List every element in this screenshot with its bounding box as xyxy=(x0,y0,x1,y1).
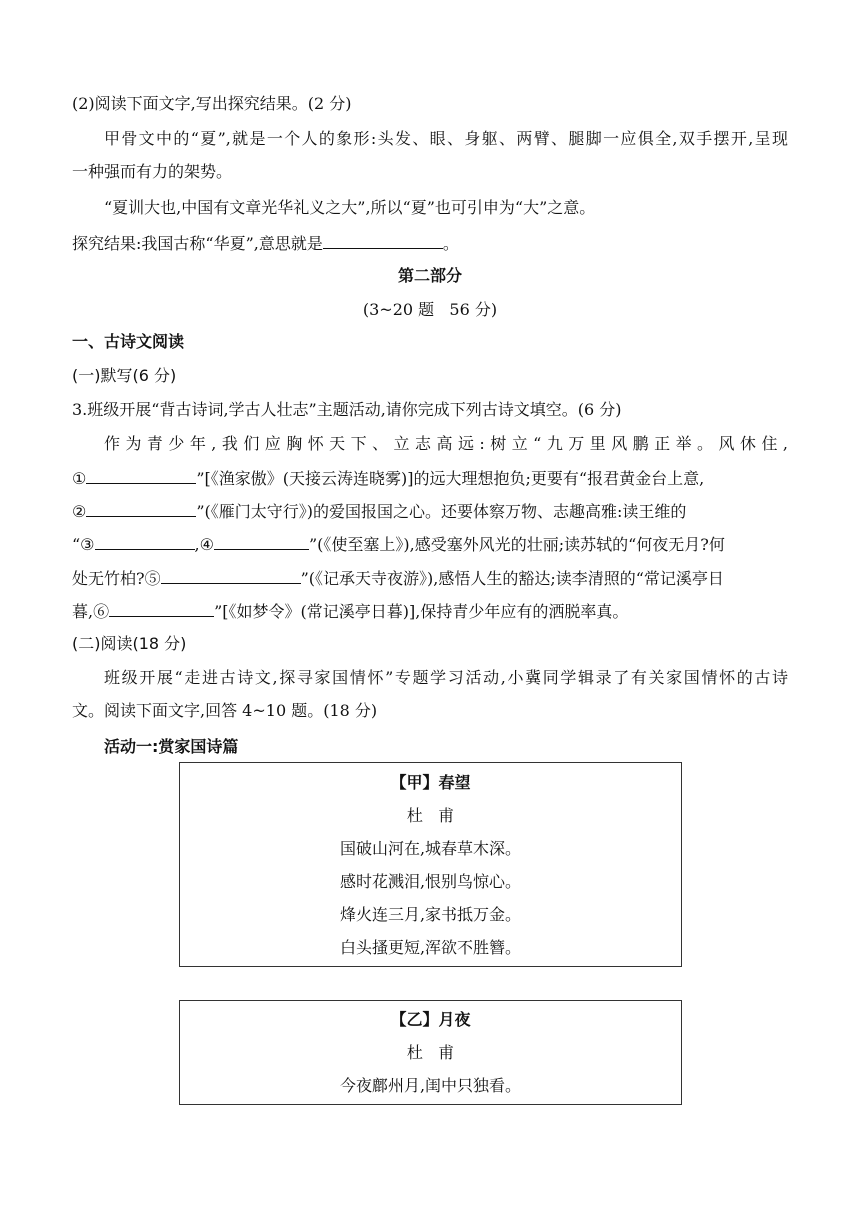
section-1-heading: 一、古诗文阅读 xyxy=(72,332,185,351)
q2-paragraph-1-line-2: 一种强而有力的架势。 xyxy=(72,162,233,181)
poem-b-line-1: 今夜鄜州月,闺中只独看。 xyxy=(339,1076,522,1095)
poem-a-line-3: 烽火连三月,家书抵万金。 xyxy=(339,905,522,924)
q3-line-3-text: ”(《雁门太守行》)的爱国报国之心。还要体察万物、志趣高雅:读王维的 xyxy=(196,502,687,521)
part-2-title: 第二部分 xyxy=(397,266,462,285)
activity-1-heading: 活动一:赏家国诗篇 xyxy=(104,737,239,756)
poem-a-title: 【甲】春望 xyxy=(390,773,471,792)
poem-a-line-2: 感时花溅泪,恨别鸟惊心。 xyxy=(339,872,522,891)
poem-a-line-4: 白头搔更短,浑欲不胜簪。 xyxy=(339,938,522,957)
blank-label-1: ① xyxy=(72,469,87,488)
poem-a-line-1: 国破山河在,城春草木深。 xyxy=(339,839,522,858)
poem-a-box xyxy=(179,762,682,967)
poem-b-title: 【乙】月夜 xyxy=(390,1010,471,1029)
blank-label-3: “③ xyxy=(72,535,95,554)
blank-label-6: 暮,⑥ xyxy=(72,602,110,621)
intro-line-2: 文。阅读下面文字,回答 4~10 题。(18 分) xyxy=(72,701,378,720)
q3-line-2-text: ”[《渔家傲》(天接云涛连晓雾)]的远大理想抱负;更要有“报君黄金台上意, xyxy=(196,469,705,488)
fill-blank-4[interactable] xyxy=(214,533,309,550)
subsection-2-heading: (二)阅读(18 分) xyxy=(72,634,187,653)
intro-line-1: 班级开展“走进古诗文,探寻家国情怀”专题学习活动,小冀同学辑录了有关家国情怀的古诗 xyxy=(104,668,788,687)
q3-line-6 xyxy=(72,600,788,622)
q2-paragraph-2: “夏训大也,中国有文章光华礼义之大”,所以“夏”也可引申为“大”之意。 xyxy=(104,198,596,217)
poem-a-author: 杜 甫 xyxy=(406,806,455,825)
poem-b-box xyxy=(179,1000,682,1105)
blank-label-2: ② xyxy=(72,502,87,521)
q2-answer-blank[interactable] xyxy=(323,232,443,249)
q2-result-suffix: 。 xyxy=(442,234,459,253)
q3-line-5-text: ”(《记承天寺夜游》),感悟人生的豁达;读李清照的“常记溪亭日 xyxy=(300,569,724,588)
poem-b-author: 杜 甫 xyxy=(406,1043,455,1062)
question-3-header: 3.班级开展“背古诗词,学古人壮志”主题活动,请你完成下列古诗文填空。(6 分) xyxy=(72,400,622,419)
subsection-1-heading: (一)默写(6 分) xyxy=(72,366,177,385)
fill-blank-1[interactable] xyxy=(86,467,196,484)
question-2-header: (2)阅读下面文字,写出探究结果。(2 分) xyxy=(72,94,352,113)
q2-result-line xyxy=(72,232,788,254)
q3-line-2 xyxy=(72,467,788,489)
q2-paragraph-1-line-1: 甲骨文中的“夏”,就是一个人的象形:头发、眼、身躯、两臂、腿脚一应俱全,双手摆开,呈现 xyxy=(104,129,788,148)
fill-blank-6[interactable] xyxy=(109,600,214,617)
q3-line-4 xyxy=(72,533,788,555)
fill-blank-5[interactable] xyxy=(161,567,301,584)
part-2-subtitle: (3~20 题 56 分) xyxy=(362,300,498,319)
q3-line-4-text: ”(《使至塞上》),感受塞外风光的壮丽;读苏轼的“何夜无月?何 xyxy=(308,535,725,554)
fill-blank-2[interactable] xyxy=(86,500,196,517)
q2-result-prefix: 探究结果:我国古称“华夏”,意思就是 xyxy=(72,234,323,253)
blank-label-5: 处无竹柏?⑤ xyxy=(72,569,161,588)
q3-line-5 xyxy=(72,567,788,589)
q3-line-6-text: ”[《如梦令》(常记溪亭日暮)],保持青少年应有的洒脱率真。 xyxy=(214,602,629,621)
blank-label-4: ,④ xyxy=(194,535,214,554)
fill-blank-3[interactable] xyxy=(95,533,195,550)
q3-line-3 xyxy=(72,500,788,522)
q3-line-1: 作为青少年,我们应胸怀天下、立志高远:树立“九万里风鹏正举。风休住, xyxy=(104,434,788,453)
